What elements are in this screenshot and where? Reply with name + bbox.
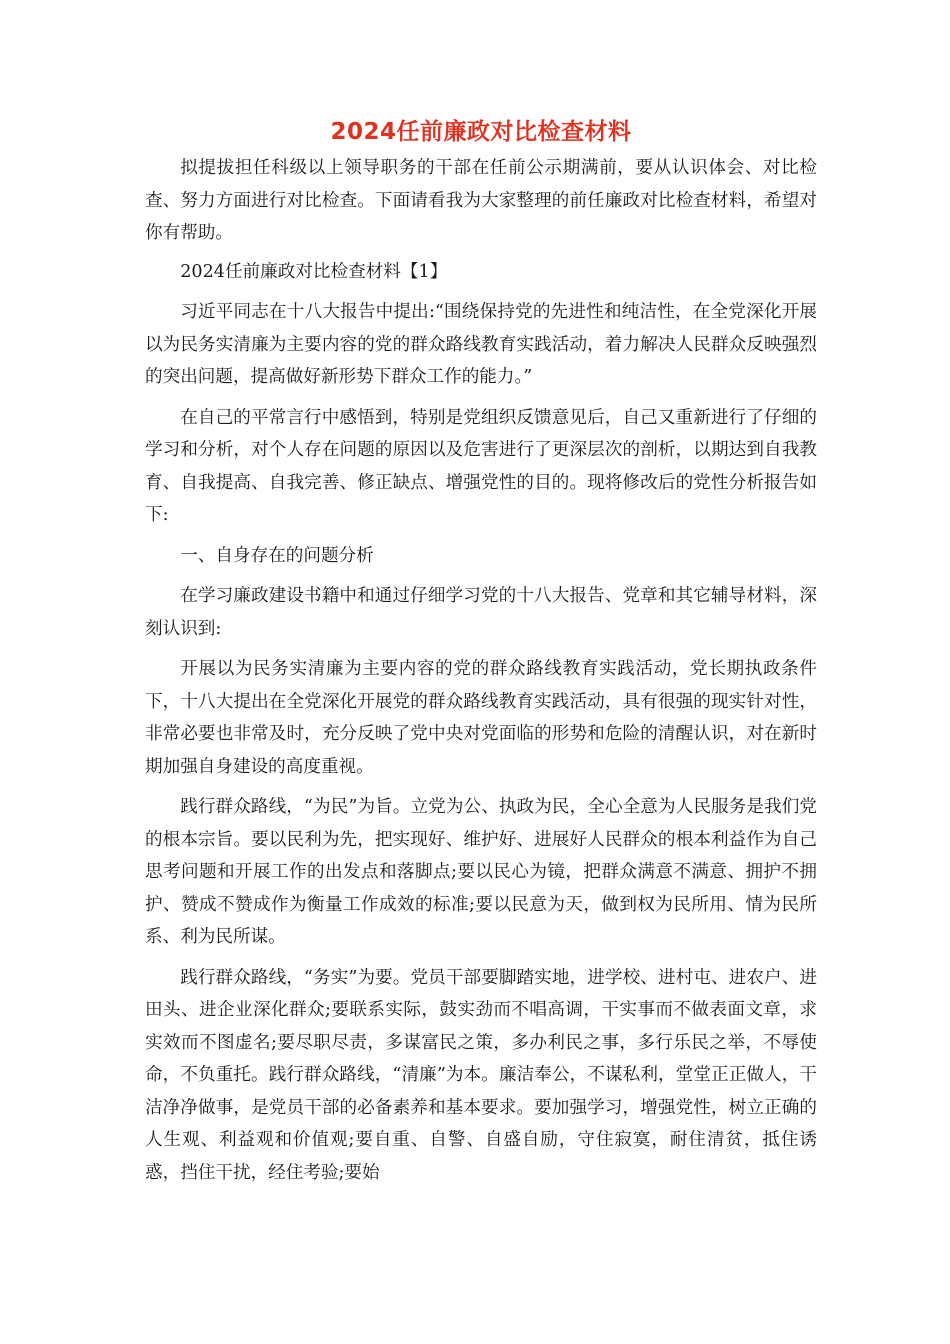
body-paragraph: 在学习廉政建设书籍中和通过仔细学习党的十八大报告、党章和其它辅导材料，深刻认识到: [145,586,817,639]
subsection-heading: 一、自身存在的问题分析 [180,545,374,566]
body-paragraph: 践行群众路线，“务实”为要。党员干部要脚踏实地，进学校、进村屯、进农户、进田头、进企业深化群众;要联系实际，鼓实劲而不唱高调，干实事而不做表面文章，求实效而不图虚名;要尽职尽责，多谋富民之策，多办利民之事，多行乐民之举，不辱使命，不负重托。践行群众路线，“清廉”为本。廉洁奉公，不谋私利，堂堂正正做人，干洁净净做事，是党员干部的必备素养和基本要求。要加强学习，增强党性，树立正确的人生观、利益观和价值观;要自重、自警、自盛自励，守住寂寞，耐住清贫，抵住诱惑，挡住干扰，经住考验;要始 [145,967,817,1183]
body-paragraph: 开展以为民务实清廉为主要内容的党的群众路线教育实践活动，党长期执政条件下，十八大提出在全党深化开展党的群众路线教育实践活动，具有很强的现实针对性，非常必要也非常及时，充分反映了党中央对党面临的形势和危险的清醒认识，对在新时期加强自身建设的高度重视。 [145,659,817,777]
document-title: 2024任前廉政对比检查材料 [330,119,632,145]
section-heading-1: 2024任前廉政对比检查材料【1】 [180,261,448,282]
document-page [145,112,817,1197]
body-paragraph: 践行群众路线，“为民”为旨。立党为公、执政为民，全心全意为人民服务是我们党的根本宗旨。要以民利为先，把实现好、维护好、进展好人民群众的根本利益作为自己思考问题和开展工作的出发点和落脚点;要以民心为镜，把群众满意不满意、拥护不拥护、赞成不赞成作为衡量工作成效的标准;要以民意为天，做到权为民所用、情为民所系、利为民所谋。 [145,797,817,947]
body-paragraph: 在自己的平常言行中感悟到，特别是党组织反馈意见后，自己又重新进行了仔细的学习和分析，对个人存在问题的原因以及危害进行了更深层次的剖析，以期达到自我教育、自我提高、自我完善、修正缺点、增强党性的目的。现将修改后的党性分析报告如下: [145,407,817,525]
intro-paragraph: 拟提拔担任科级以上领导职务的干部在任前公示期满前，要从认识体会、对比检查、努力方面进行对比检查。下面请看我为大家整理的前任廉政对比检查材料，希望对你有帮助。 [145,158,817,243]
body-paragraph: 习近平同志在十八大报告中提出:“围绕保持党的先进性和纯洁性，在全党深化开展以为民务实清廉为主要内容的党的群众路线教育实践活动，着力解决人民群众反映强烈的突出问题，提高做好新形势下群众工作的能力。” [145,302,817,387]
